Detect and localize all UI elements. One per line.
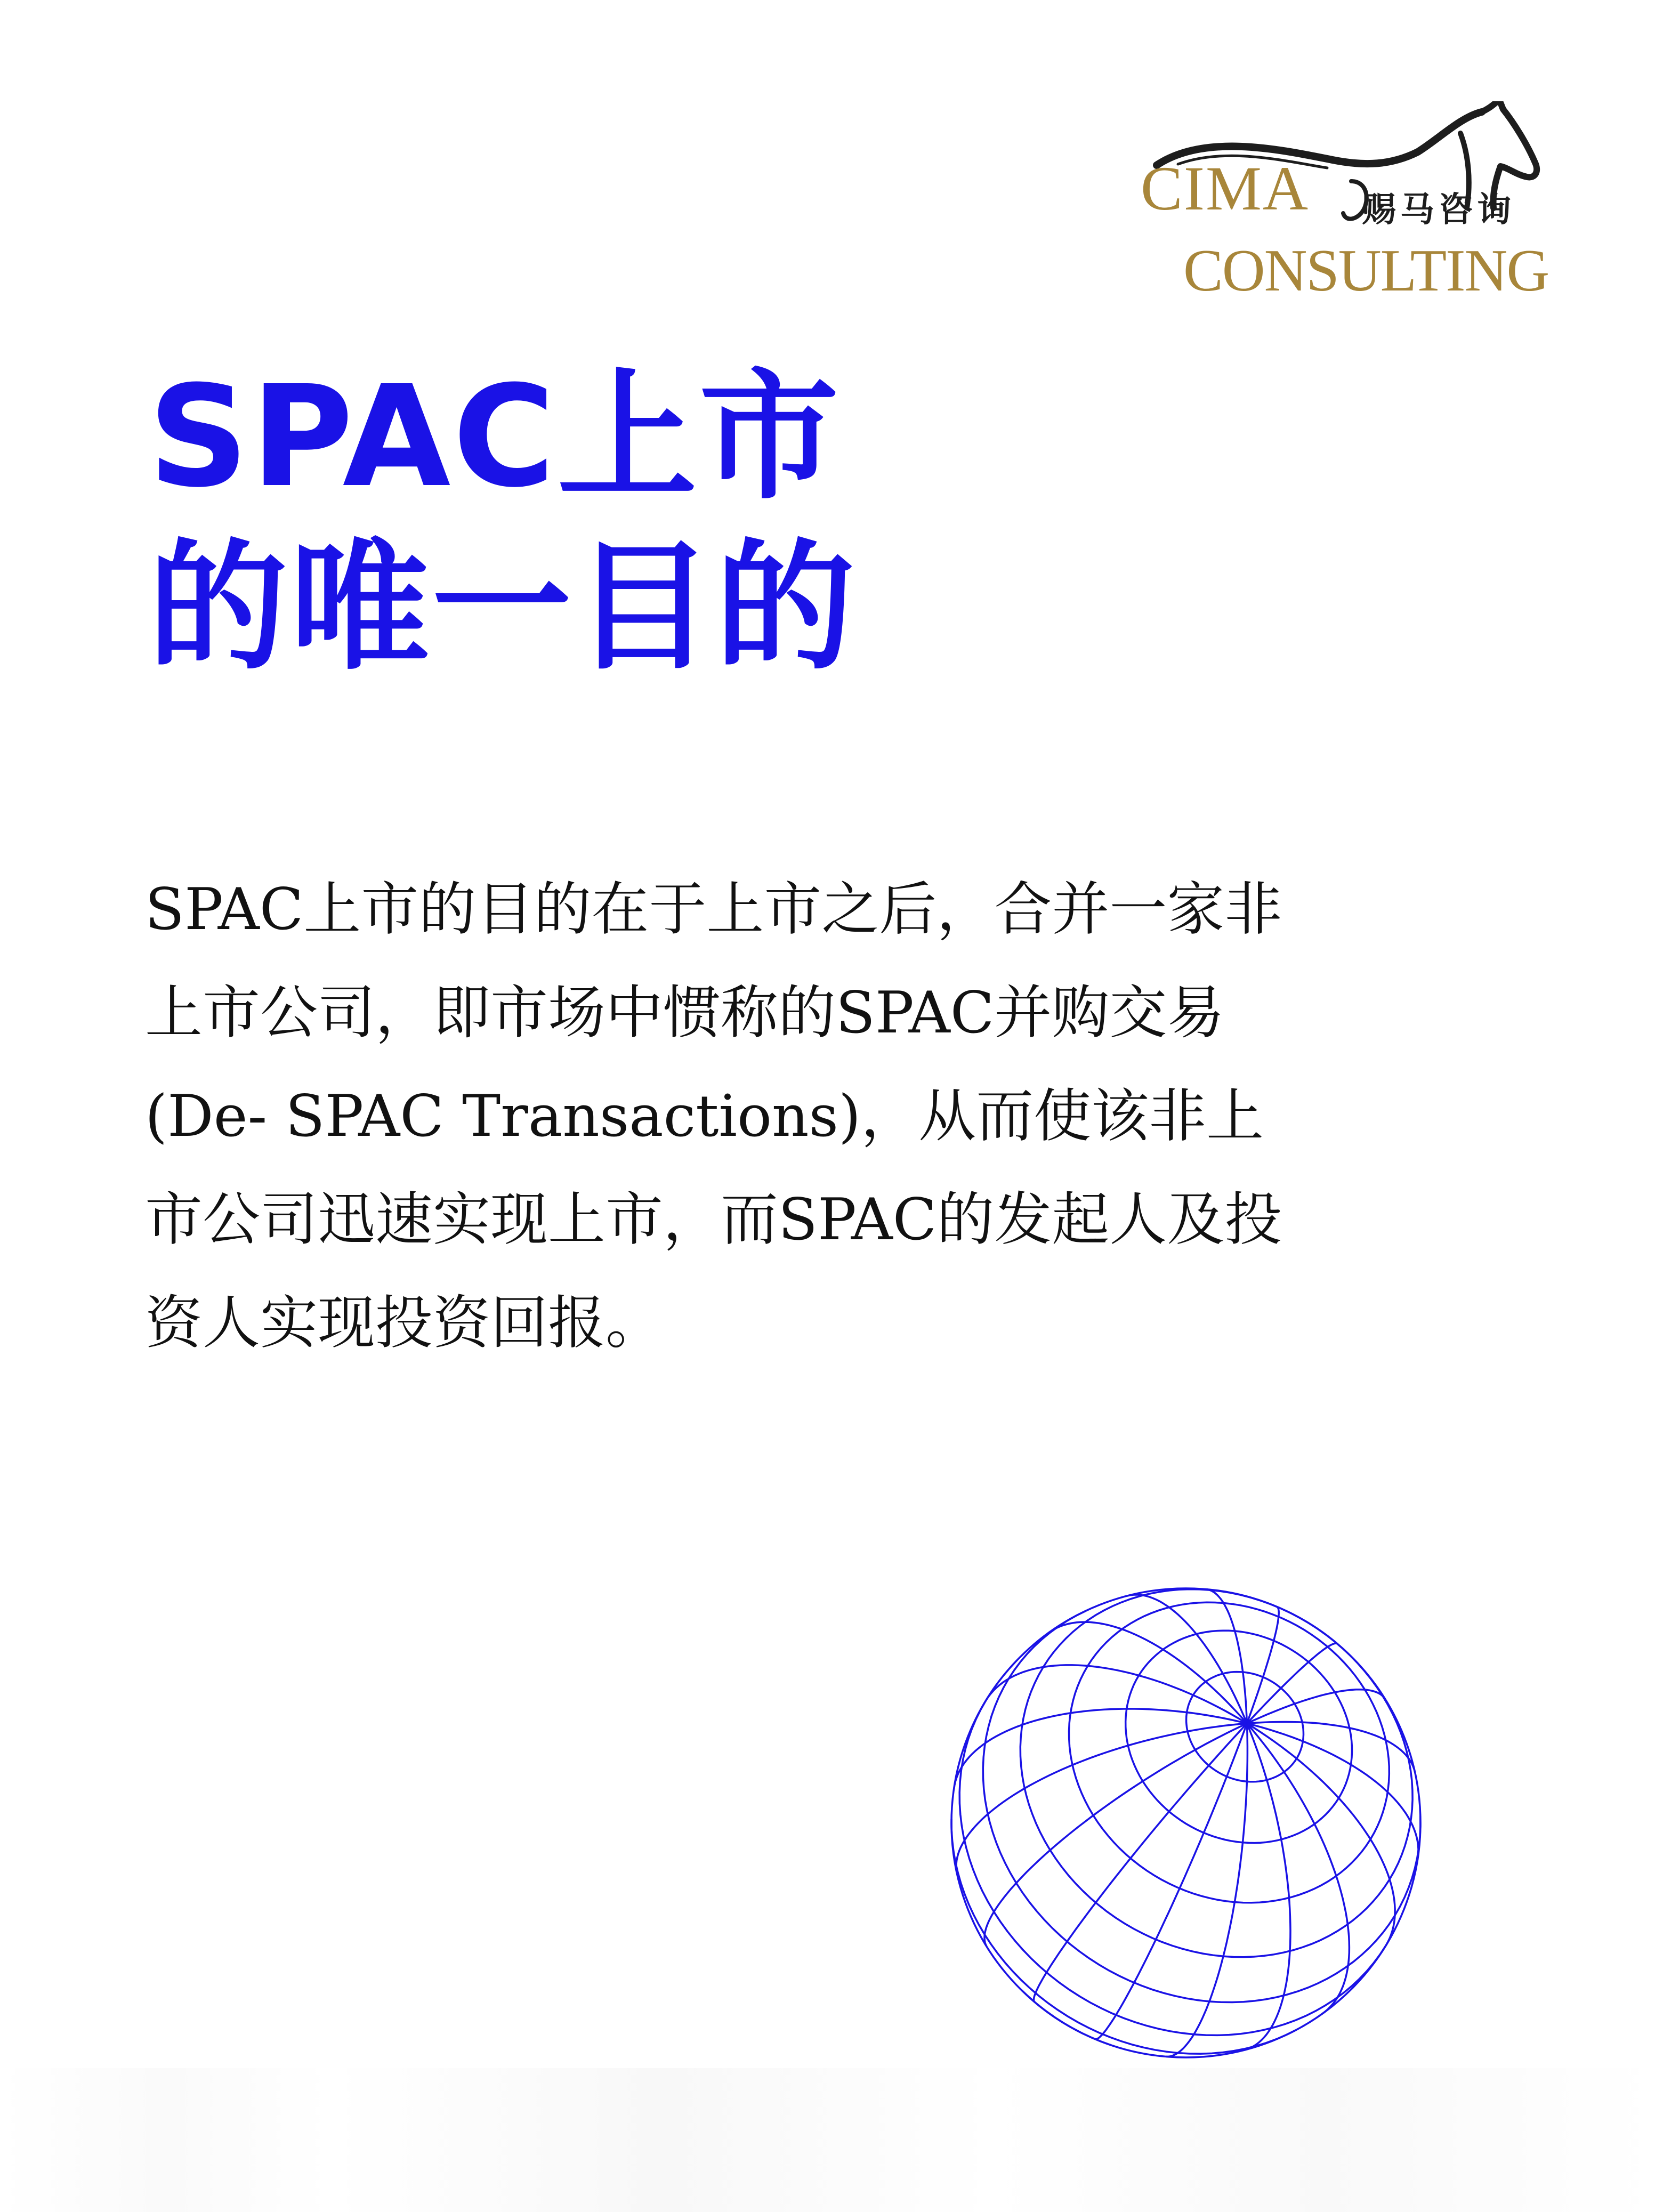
- logo-subtitle: CONSULTING: [1183, 238, 1549, 304]
- cima-consulting-logo: [1141, 101, 1567, 304]
- globe-meridian: [1034, 1723, 1247, 2002]
- globe-parallel: [983, 1611, 1420, 2002]
- page-title: [148, 352, 1054, 693]
- globe-meridian: [1047, 1622, 1247, 1723]
- body-paragraph: [145, 858, 1350, 1375]
- bottom-fade: [0, 2068, 1655, 2212]
- body-line-3: (De- SPAC Transactions)，从而使该非上: [145, 1083, 1264, 1150]
- logo-chinese-name: 赐马咨询: [1362, 190, 1515, 230]
- body-line-5: 资人实现投资回报。: [145, 1290, 664, 1357]
- title-line-1: SPAC上市: [148, 356, 841, 518]
- globe-parallel: [1020, 1589, 1412, 1957]
- body-line-4: 市公司迅速实现上市，而SPAC的发起人及投: [145, 1186, 1282, 1253]
- globe-meridian: [1095, 1723, 1247, 2039]
- globe-parallel: [959, 1700, 1386, 2035]
- globe-meridian: [954, 1709, 1247, 1789]
- logo-brand-text: CIMA: [1141, 154, 1310, 223]
- globe-parallel: [1022, 1990, 1111, 2045]
- globe-meridian: [1247, 1690, 1385, 1724]
- body-line-1: SPAC上市的目的在于上市之后，合并一家非: [145, 876, 1282, 943]
- body-line-2: 上市公司，即市场中惯称的SPAC并购交易: [145, 980, 1225, 1046]
- title-line-2: 的唯一目的: [148, 526, 857, 689]
- wireframe-globe-icon: [922, 1572, 1450, 2063]
